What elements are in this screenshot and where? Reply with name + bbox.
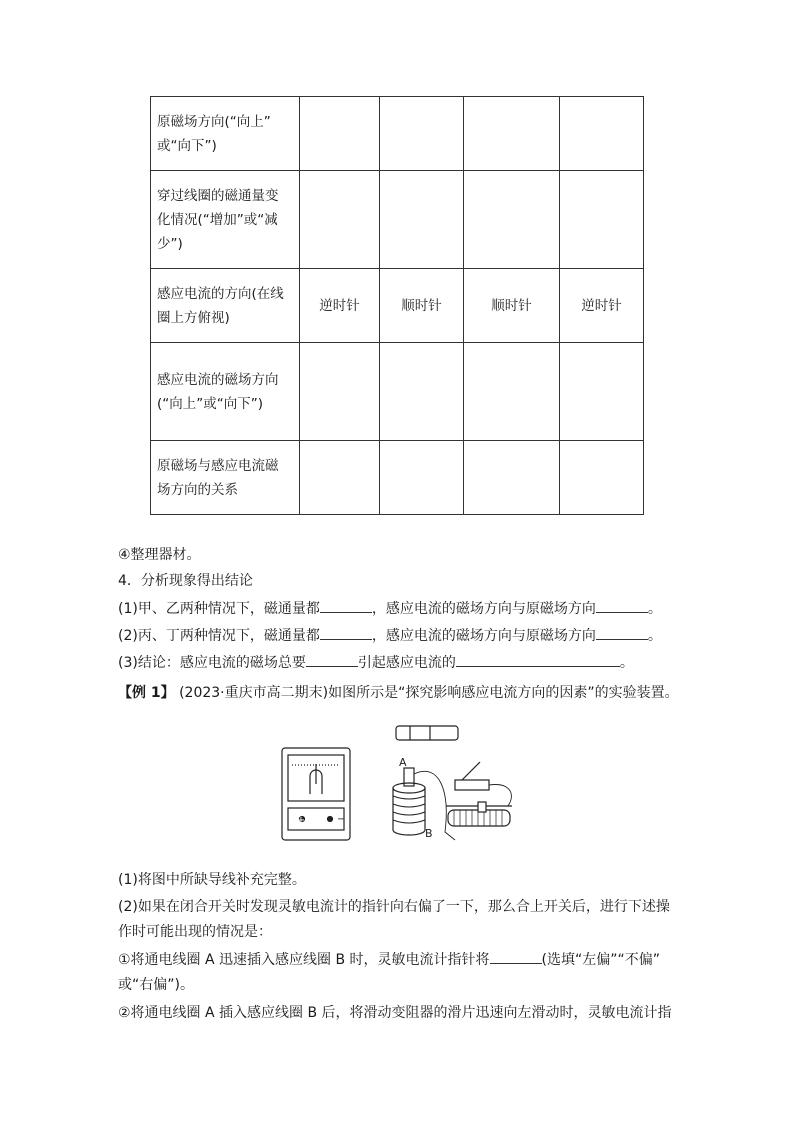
experiment-table	[150, 96, 644, 515]
question-2-line-1: (2)如果在闭合开关时发现灵敏电流计的指针向右偏了一下，那么合上开关后，进行下述操	[118, 899, 670, 915]
table-cell	[464, 97, 560, 171]
row-label	[151, 343, 300, 441]
table-cell	[300, 97, 380, 171]
row-label	[151, 97, 300, 171]
table-cell: 顺时针	[380, 269, 464, 343]
switch	[455, 780, 489, 790]
table-cell	[380, 171, 464, 269]
row-label-line: 穿过线圈的磁通量变	[157, 187, 279, 204]
row-label	[151, 441, 300, 515]
galvanometer-body	[282, 748, 350, 840]
example-1-tag: 【例 1】	[118, 685, 175, 701]
terminal-minus	[328, 817, 333, 822]
question-2a-line-2: 或“右偏”)。	[118, 977, 194, 993]
conclusion-3-text-a: (3)结论：感应电流的磁场总要	[118, 655, 306, 671]
meter-plus-label: +	[296, 815, 306, 826]
blank-field	[306, 652, 358, 667]
question-2a-text-b: (选填“左偏”“不偏”	[541, 952, 661, 968]
coil-a-label: A	[399, 756, 407, 769]
row-label-line: 场方向的关系	[157, 481, 238, 498]
conclusion-1-text-a: (1)甲、乙两种情况下，磁通量都	[118, 601, 320, 617]
conclusion-3	[118, 652, 634, 673]
row-label-line: 化情况(“增加”或“减	[157, 211, 278, 228]
table-cell	[560, 343, 644, 441]
table-cell: 逆时针	[300, 269, 380, 343]
coil-b-top	[393, 783, 425, 793]
blank-field	[320, 598, 372, 613]
row-label	[151, 269, 300, 343]
conclusion-1	[118, 598, 662, 619]
table-cell: 顺时针	[464, 269, 560, 343]
battery	[396, 726, 458, 740]
table-cell	[300, 343, 380, 441]
table-cell: 逆时针	[560, 269, 644, 343]
meter-minus-label: −	[337, 814, 346, 825]
table-cell	[560, 441, 644, 515]
conclusion-2	[118, 625, 662, 646]
row-label	[151, 171, 300, 269]
conclusion-2-text-b: ，感应电流的磁场方向与原磁场方向	[371, 628, 596, 644]
row-label-line: (“向上”或“向下”)	[157, 395, 264, 412]
conclusion-3-text-b: 引起感应电流的	[357, 655, 456, 671]
blank-field	[456, 652, 620, 667]
table-cell	[560, 97, 644, 171]
coil-b	[393, 788, 425, 835]
table-cell	[300, 171, 380, 269]
blank-field	[320, 625, 372, 640]
table-cell	[560, 171, 644, 269]
table-cell	[300, 441, 380, 515]
row-label-line: 少”)	[157, 235, 183, 252]
table-cell	[380, 97, 464, 171]
blank-field	[596, 598, 648, 613]
row-label-line: 圈上方俯视)	[157, 309, 230, 326]
table-row	[151, 269, 644, 343]
question-2b-line-1: ②将通电线圈 A 插入感应线圈 B 后，将滑动变阻器的滑片迅速向左滑动时，灵敏电流计指	[118, 1005, 672, 1021]
table-cell	[464, 343, 560, 441]
rheostat-slider	[478, 802, 486, 812]
table-row	[151, 441, 644, 515]
conclusion-1-end: 。	[647, 601, 662, 617]
coil-b-label: B	[425, 827, 433, 840]
blank-field	[490, 949, 542, 964]
row-label-line: 原磁场方向(“向上”	[157, 113, 271, 130]
step-4-text: ④整理器材。	[118, 547, 201, 563]
switch-lever	[462, 762, 480, 780]
conclusion-1-text-b: ，感应电流的磁场方向与原磁场方向	[371, 601, 596, 617]
experiment-apparatus-figure	[280, 722, 520, 851]
conclusion-3-end: 。	[619, 655, 634, 671]
table-row	[151, 97, 644, 171]
row-label-line: 原磁场与感应电流磁	[157, 457, 279, 474]
example-1-text: (2023·重庆市高二期末)如图所示是“探究影响感应电流方向的因素”的实验装置。	[179, 685, 679, 701]
question-2a-line-1	[118, 949, 660, 970]
table-cell	[464, 171, 560, 269]
blank-field	[596, 625, 648, 640]
question-1: (1)将图中所缺导线补充完整。	[118, 872, 306, 888]
row-label-line: 感应电流的方向(在线	[157, 285, 284, 302]
example-1-line	[118, 683, 679, 703]
table-row	[151, 171, 644, 269]
section-4-heading: 4．分析现象得出结论	[118, 573, 253, 589]
question-2a-text-a: ①将通电线圈 A 迅速插入感应线圈 B 时，灵敏电流计指针将	[118, 952, 490, 968]
conclusion-2-end: 。	[647, 628, 662, 644]
question-2-line-2: 作时可能出现的情况是：	[118, 924, 272, 940]
table-cell	[464, 441, 560, 515]
table-cell	[380, 441, 464, 515]
conclusion-2-text-a: (2)丙、丁两种情况下，磁通量都	[118, 628, 320, 644]
apparatus-diagram	[280, 722, 520, 847]
table-row	[151, 343, 644, 441]
row-label-line: 感应电流的磁场方向	[157, 371, 279, 388]
row-label-line: 或“向下”)	[157, 137, 217, 154]
table-cell	[380, 343, 464, 441]
